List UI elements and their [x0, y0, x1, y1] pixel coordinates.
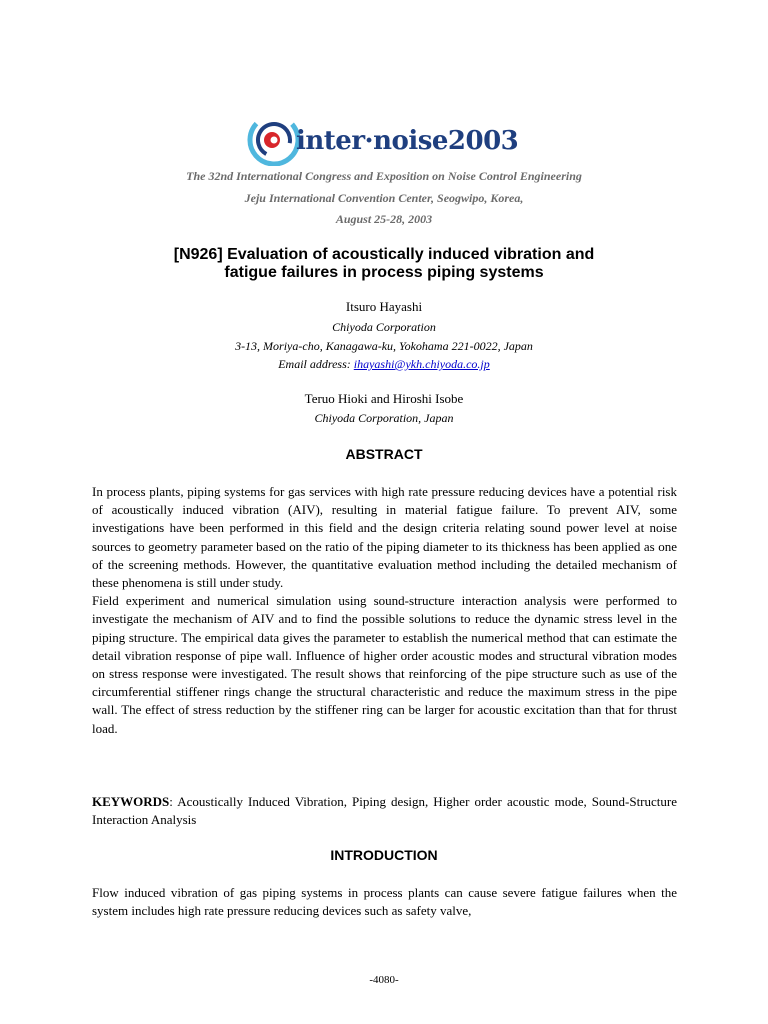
abstract-paragraph-1: In process plants, piping systems for gas services with high rate pressure reducing devices have a potential risk of acoustically induced vibration (AIV), resulting in material fatigue failure. To prevent AIV, some investigations have been performed in this field and the design criteria relating sound power level at noise sources to geometry parameter based on the ratio of the piping diameter to its thickness has been applied as one of the screening methods. However, the quantitative evaluation method including the detailed mechanism of these phenomena is still under study.: [92, 484, 677, 591]
conference-logo: [246, 110, 526, 166]
author1-address: 3-13, Moriya-cho, Kanagawa-ku, Yokohama 221-0022, Japan: [235, 339, 533, 353]
introduction-body: [92, 884, 677, 920]
abstract-paragraph-2: Field experiment and numerical simulation using sound-structure interaction analysis were performed to investigate the mechanism of AIV and to find the possible solutions to reduce the dynamic stress level in the piping structure. The empirical data gives the parameter to establish the numerical method that can estimate the detail vibration response of pipe wall. Influence of higher order acoustic modes and structural vibration modes on stress response were investigated. The result shows that reinforcing of the pipe structure such as use of the circumferential stiffener rings change the structural characteristic and reduce the maximum stress in the pipe wall. The effect of stress reduction by the stiffener ring can be larger for acoustic excitation than that for thrust load.: [92, 593, 677, 736]
logo-wordmark: [296, 126, 518, 156]
conference-dates: August 25-28, 2003: [335, 212, 433, 226]
logo-text-year: 2003: [447, 126, 519, 156]
page-number: -4080-: [369, 974, 399, 986]
email-label: Email address:: [278, 357, 354, 371]
introduction-heading: INTRODUCTION: [330, 847, 438, 863]
email-link[interactable]: ihayashi@ykh.chiyoda.co.jp: [353, 357, 490, 371]
introduction-paragraph-1: Flow induced vibration of gas piping systems in process plants can cause severe fatigue failures when the system includes high rate pressure reducing devices such as safety valve,: [92, 885, 677, 919]
conference-name: The 32nd International Congress and Exposition on Noise Control Engineering: [186, 169, 582, 183]
abstract-body: [92, 483, 677, 738]
swirl-logo-icon: [246, 110, 302, 166]
logo-text-prefix: inter·noise: [296, 126, 448, 156]
author2-names: Teruo Hioki and Hiroshi Isobe: [304, 391, 464, 406]
author1-affiliation: Chiyoda Corporation: [332, 320, 436, 334]
paper-title: [0, 246, 768, 282]
conference-venue: Jeju International Convention Center, Seogwipo, Korea,: [244, 191, 524, 205]
paper-title-line1: [N926] Evaluation of acoustically induced vibration and: [173, 246, 595, 263]
keywords: [92, 793, 677, 829]
author1-email-line: [0, 357, 768, 372]
paper-title-line2: fatigue failures in process piping systems: [224, 264, 544, 281]
abstract-heading: ABSTRACT: [345, 446, 423, 462]
author2-affiliation: Chiyoda Corporation, Japan: [314, 411, 454, 425]
author1-name: Itsuro Hayashi: [345, 299, 423, 314]
keywords-label: KEYWORDS: [92, 794, 170, 809]
keywords-text: : Acoustically Induced Vibration, Piping design, Higher order acoustic mode, Sound-Structure Interaction Analysis: [92, 794, 677, 828]
